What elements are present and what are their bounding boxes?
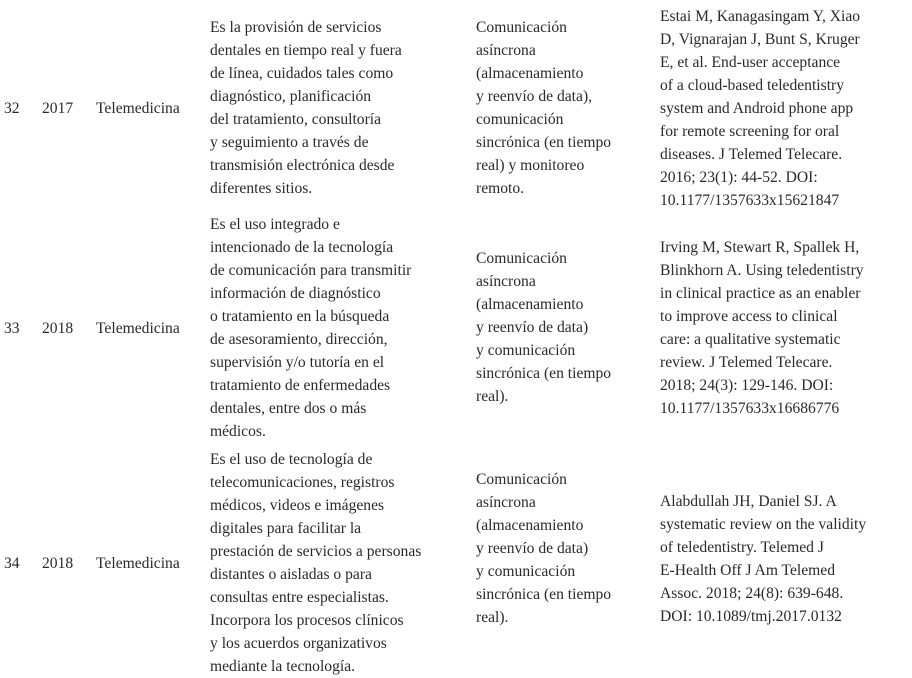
modality: Comunicación asíncrona (almacenamiento y reenvío de data) y comunicación sincrónica (en tiempo real). <box>476 470 612 626</box>
year-cell <box>42 10 88 206</box>
definition-cell <box>210 213 472 443</box>
modality: Comunicación asíncrona (almacenamiento y reenvío de data) y comunicación sincrónica (en tiempo real). <box>476 249 612 405</box>
reference-cell <box>660 449 910 677</box>
modality-cell <box>476 10 656 206</box>
year-cell <box>42 213 88 443</box>
type: Telemedicina <box>96 99 180 117</box>
type-cell <box>96 449 204 677</box>
table-row <box>0 449 912 677</box>
row-number-cell <box>4 213 32 443</box>
year: 2017 <box>42 99 74 117</box>
row-number-cell <box>4 449 32 677</box>
row-number-cell <box>4 10 32 206</box>
type-cell <box>96 213 204 443</box>
reference: Alabdullah JH, Daniel SJ. A systematic review on the validity of teledentistry. Telemed J E-Health Off J Am Telemed Assoc. 2018; 24(8): 639-648. DOI: 10.1089/tmj.2017.0132 <box>660 493 867 625</box>
reference-cell <box>660 7 910 209</box>
type-cell <box>96 10 204 206</box>
definition: Es la provisión de servicios dentales en tiempo real y fuera de línea, cuidados tales como diagnóstico, planificación del tratamiento, consultoría y seguimiento a través de transmisión electrónica desde diferentes sitios. <box>210 19 402 197</box>
modality: Comunicación asíncrona (almacenamiento y reenvío de data), comunicación sincrónica (en tiempo real) y monitoreo remoto. <box>476 19 612 197</box>
definition: Es el uso integrado e intencionado de la tecnología de comunicación para transmitir información de diagnóstico o tratamiento en la búsqueda de asesoramiento, dirección, supervisión y/o tutoría en el tratamiento de enfermedades dentales, entre dos o más médicos. <box>210 216 412 440</box>
definition-cell <box>210 10 472 206</box>
row-number: 32 <box>4 99 20 117</box>
row-number: 33 <box>4 319 20 337</box>
reference: Irving M, Stewart R, Spallek H, Blinkhorn A. Using teledentistry in clinical practice as an enabler to improve access to clinical care: a qualitative systematic review. J Telemed Telecare. 2018; 24(3): 129-146. DOI: 10.1177/1357633x16686776 <box>660 239 864 417</box>
year-cell <box>42 449 88 677</box>
reference: Estai M, Kanagasingam Y, Xiao D, Vignarajan J, Bunt S, Kruger E, et al. End-user acceptance of a cloud-based teledentistry system and Android phone app for remote screening for oral diseases. J Telemed Telecare. 2016; 23(1): 44-52. DOI: 10.1177/1357633x15621847 <box>660 7 861 209</box>
definition: Es el uso de tecnología de telecomunicaciones, registros médicos, videos e imágenes digitales para facilitar la prestación de servicios a personas distantes o aisladas o para consultas entre especialistas. Incorpora los procesos clínicos y los acuerdos organizativos mediante la tecnología. <box>210 451 422 675</box>
definition-cell <box>210 449 472 677</box>
year: 2018 <box>42 319 74 337</box>
row-number: 34 <box>4 554 20 572</box>
type: Telemedicina <box>96 554 180 572</box>
modality-cell <box>476 213 656 443</box>
modality-cell <box>476 449 656 677</box>
table-row <box>0 7 912 209</box>
reference-cell <box>660 213 910 443</box>
year: 2018 <box>42 554 74 572</box>
table-row <box>0 213 912 443</box>
type: Telemedicina <box>96 319 180 337</box>
